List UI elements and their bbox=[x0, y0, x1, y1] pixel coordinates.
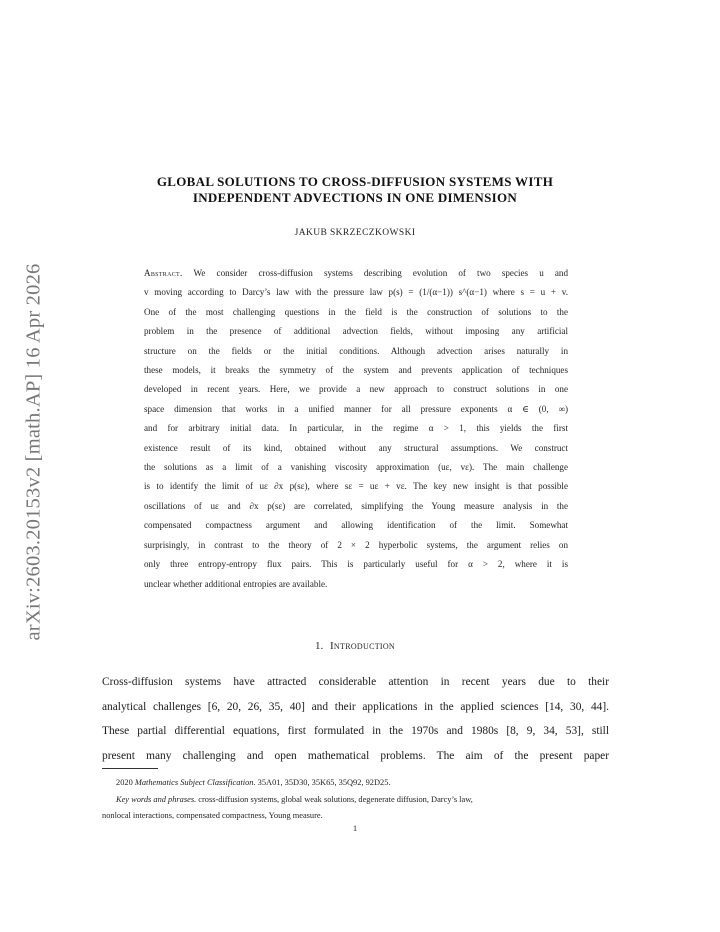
arxiv-identifier-stamp[interactable]: arXiv:2603.20153v2 [math.AP] 16 Apr 2026 bbox=[22, 263, 45, 641]
abstract-line: problem in the presence of additional advection fields, without imposing any artificial bbox=[144, 326, 568, 337]
keywords-footnote-continued: nonlocal interactions, compensated compactness, Young measure. bbox=[102, 811, 323, 820]
section-number: 1. bbox=[314, 640, 324, 652]
footnotes bbox=[102, 775, 609, 825]
page-number: 1 bbox=[352, 823, 358, 833]
abstract-line: One of the most challenging questions in the field is the construction of solutions to the bbox=[144, 306, 568, 317]
abstract-line: surprisingly, in contrast to the theory of 2 × 2 hyperbolic systems, the argument relies on bbox=[144, 539, 568, 550]
abstract bbox=[144, 264, 568, 594]
msc-footnote: 2020 Mathematics Subject Classification. 35A01, 35D30, 35K65, 35Q92, 92D25. bbox=[116, 778, 391, 787]
paper-title bbox=[100, 174, 610, 206]
abstract-line: is to identify the limit of uε ∂x p(sε), where sε = uε + vε. The key new insight is that possible bbox=[144, 481, 568, 492]
introduction-body bbox=[102, 670, 609, 768]
paper-title-line-2: INDEPENDENT ADVECTIONS IN ONE DIMENSION bbox=[192, 190, 518, 205]
abstract-line: developed in recent years. Here, we provide a new approach to construct solutions in one bbox=[144, 384, 568, 395]
section-title: Introduction bbox=[329, 640, 396, 652]
abstract-line: the solutions as a limit of a vanishing viscosity approximation (uε, vε). The main challenge bbox=[144, 462, 568, 473]
abstract-line: space dimension that works in a unified manner for all pressure exponents α ∈ (0, ∞) bbox=[144, 403, 568, 414]
abstract-line: structure on the fields or the initial conditions. Although advection arises naturally in bbox=[144, 345, 568, 356]
author-name: JAKUB SKRZECZKOWSKI bbox=[294, 228, 416, 238]
abstract-line: existence result of its kind, obtained without any structural assumptions. We construct bbox=[144, 442, 568, 453]
paper-title-line-1: GLOBAL SOLUTIONS TO CROSS-DIFFUSION SYSTEMS WITH bbox=[156, 174, 554, 189]
footnote-divider bbox=[102, 768, 158, 769]
keywords-footnote: Key words and phrases. cross-diffusion systems, global weak solutions, degenerate diffusion, Darcy’s law, bbox=[116, 794, 473, 804]
abstract-line: compensated compactness argument and allowing identification of the limit. Somewhat bbox=[144, 520, 568, 531]
body-line: These partial differential equations, first formulated in the 1970s and 1980s [8, 9, 34, 53], still bbox=[102, 725, 609, 737]
abstract-line: unclear whether additional entropies are available. bbox=[144, 578, 328, 589]
body-line: present many challenging and open mathematical problems. The aim of the present paper bbox=[102, 749, 609, 762]
body-line: Cross-diffusion systems have attracted considerable attention in recent years due to their bbox=[102, 676, 609, 688]
abstract-line: and for arbitrary initial data. In particular, in the regime α > 1, this yields the first bbox=[144, 423, 568, 434]
body-line: analytical challenges [6, 20, 26, 35, 40] and their applications in the applied sciences [14, 30, 44]. bbox=[102, 700, 609, 713]
section-heading bbox=[100, 640, 610, 652]
abstract-line: Abstract. We consider cross-diffusion systems describing evolution of two species u and bbox=[144, 268, 568, 278]
abstract-line: v moving according to Darcy’s law with the pressure law p(s) = (1/(α−1)) s^(α−1) where s = u + v. bbox=[144, 287, 568, 298]
abstract-line: these models, it breaks the symmetry of the system and prevents application of techniques bbox=[144, 365, 568, 376]
abstract-line: only three entropy-entropy flux pairs. This is particularly useful for α > 2, where it is bbox=[144, 559, 568, 570]
abstract-label: Abstract. bbox=[144, 268, 183, 278]
abstract-line: oscillations of uε and ∂x p(sε) are correlated, simplifying the Young measure analysis in the bbox=[144, 500, 568, 511]
